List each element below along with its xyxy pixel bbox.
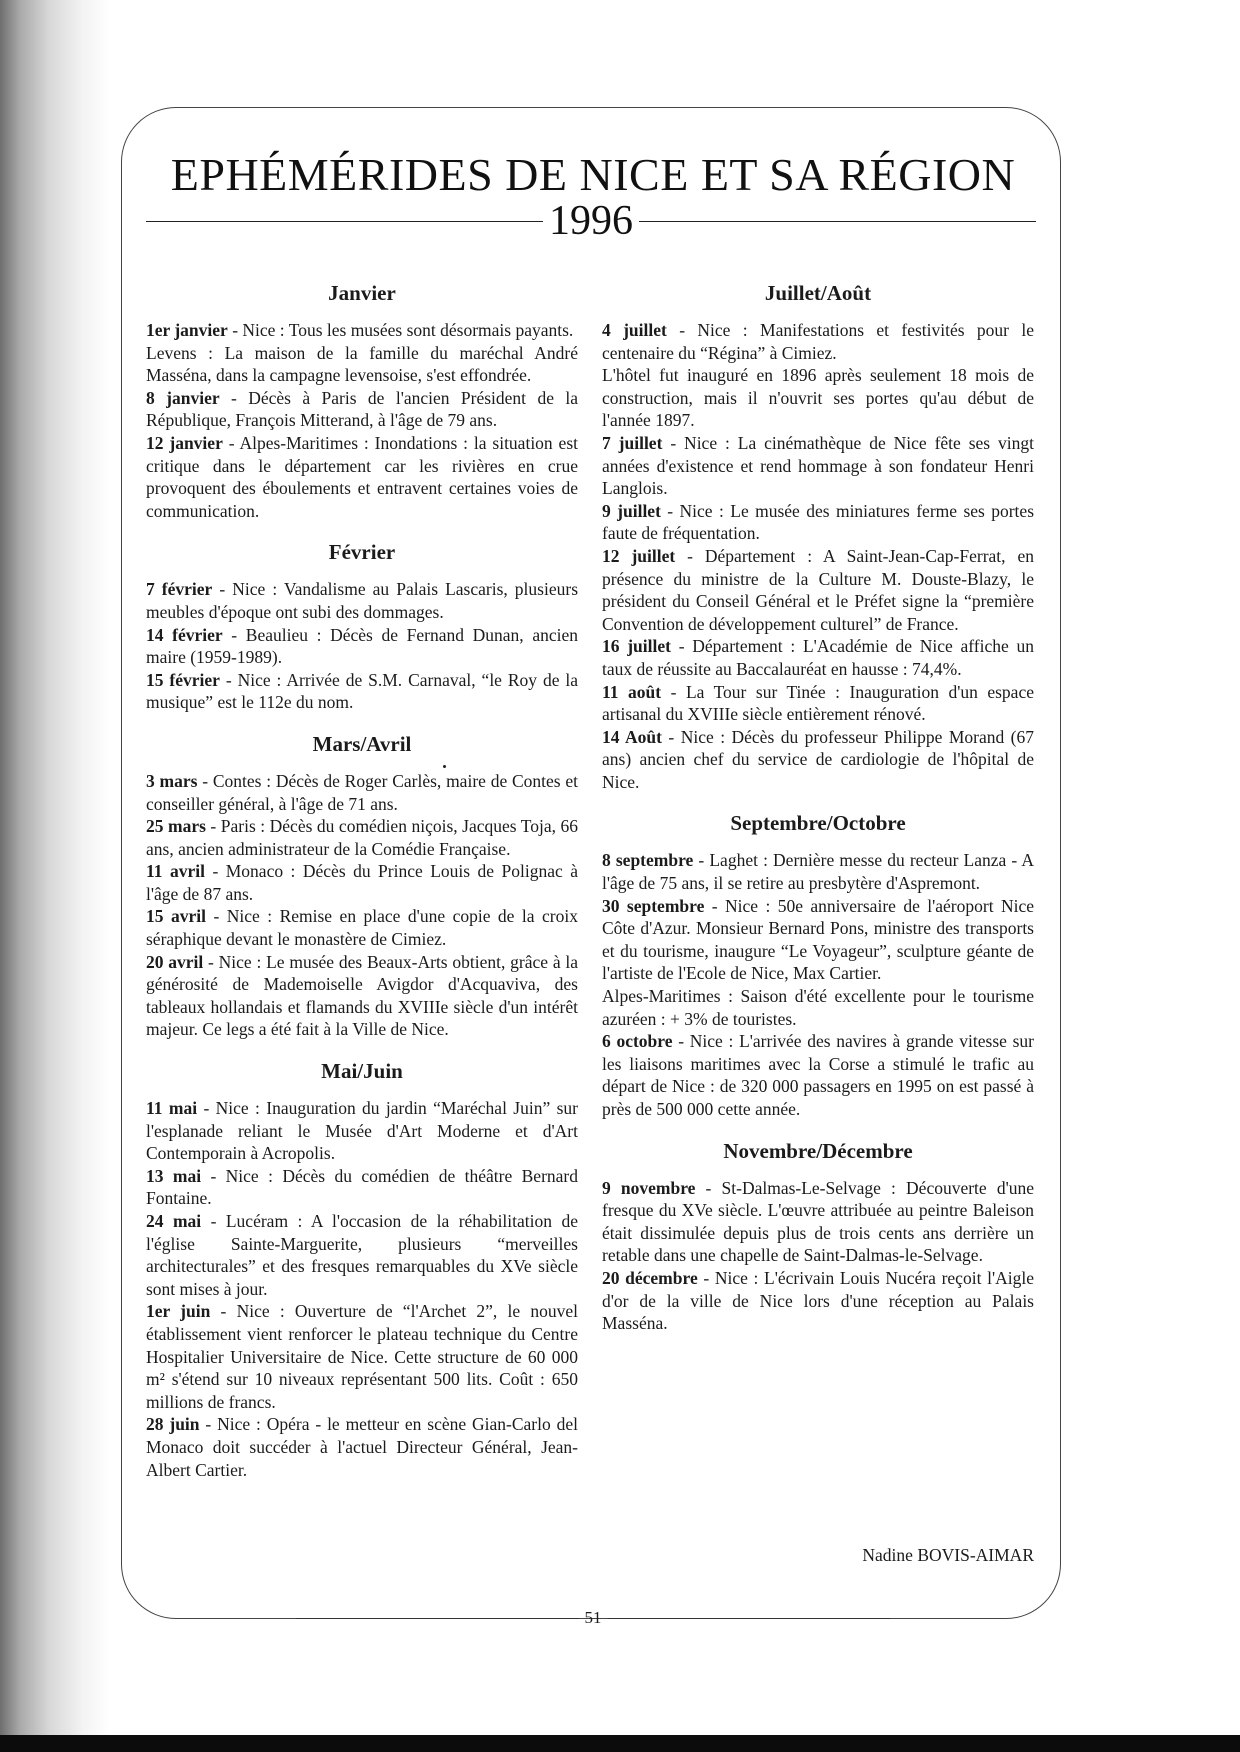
event-entry [602, 635, 1034, 680]
event-entry [146, 669, 578, 714]
month-section [602, 280, 1034, 793]
event-text: - Monaco : Décès du Prince Louis de Polignac à l'âge de 87 ans. [146, 861, 578, 904]
month-heading: Novembre/Décembre [723, 1138, 913, 1163]
event-text: - Laghet : Dernière messe du recteur Lanza - A l'âge de 75 ans, il se retire au presbytère d'Aspremont. [602, 850, 1035, 894]
event-date: 12 juillet [602, 545, 676, 566]
event-date: 16 juillet [602, 636, 671, 657]
event-date: 12 janvier [146, 432, 223, 453]
stray-dot [443, 765, 446, 768]
event-date: 1er juin [146, 1301, 211, 1322]
folio-rule-left [296, 1618, 579, 1619]
event-text: L'hôtel fut inauguré en 1896 après seulement 18 mois de construction, mais il n'ouvrit ses portes qu'au début de l'année 1897. [602, 365, 1034, 431]
event-text: - Nice : L'arrivée des navires à grande vitesse sur les liaisons maritimes avec la Corse a stimulé le trafic au départ de Nice : de 320 000 passagers en 1995 on est passé à près de 500 000 cette année. [602, 1031, 1034, 1119]
month-heading: Janvier [328, 281, 396, 305]
event-text: - Paris : Décès du comédien niçois, Jacques Toja, 66 ans, ancien administrateur de la Comédie Française. [146, 816, 578, 859]
author: Nadine BOVIS-AIMAR [862, 1545, 1034, 1565]
event-text: - Nice : Vandalisme au Palais Lascaris, plusieurs meubles d'époque ont subi des dommages. [146, 579, 578, 622]
event-entry [146, 1097, 578, 1165]
event-date: 9 juillet [602, 500, 661, 521]
event-entry [146, 1210, 578, 1300]
event-date: 3 mars [146, 770, 198, 791]
event-text: - Nice : Arrivée de S.M. Carnaval, “le Roy de la musique” est le 112e du nom. [146, 669, 579, 713]
event-text: - Nice : Inauguration du jardin “Maréchal Juin” sur l'esplanade reliant le Musée d'Art Moderne et d'Art Contemporain à Acropolis. [146, 1098, 578, 1164]
event-entry [602, 895, 1034, 985]
book-gutter-shadow [0, 0, 110, 1752]
scan-bottom-band [0, 1735, 1240, 1752]
event-date: 11 avril [146, 861, 205, 882]
event-text: - Contes : Décès de Roger Carlès, maire de Contes et conseiller général, à l'âge de 71 ans. [146, 770, 579, 814]
event-entry [146, 1300, 578, 1413]
event-text: - Nice : Manifestations et festivités pour le centenaire du “Régina” à Cimiez. [602, 320, 1034, 363]
event-entry [602, 545, 1034, 635]
event-entry [602, 1177, 1034, 1267]
event-entry [146, 770, 578, 815]
event-entry [146, 815, 578, 860]
event-date: 15 avril [146, 906, 206, 927]
event-entry [146, 342, 578, 387]
event-entry [602, 985, 1034, 1030]
event-text: - Nice : Remise en place d'une copie de la croix séraphique devant le monastère de Cimiez. [146, 906, 578, 950]
event-date: 9 novembre [602, 1177, 696, 1198]
event-date: 6 octobre [602, 1031, 673, 1052]
folio-rule-right [608, 1618, 891, 1619]
event-date: 24 mai [146, 1211, 202, 1231]
event-text: - Alpes-Maritimes : Inondations : la situation est critique dans le département car les rivières en crue provoquent des éboulements et entravent certaines voies de communication. [146, 432, 578, 521]
event-date: 30 septembre [602, 895, 705, 916]
year-banner [146, 196, 1036, 246]
event-entry [146, 578, 578, 623]
event-entry [602, 726, 1034, 794]
event-text: - Nice : 50e anniversaire de l'aéroport Nice Côte d'Azur. Monsieur Bernard Pons, ministre des transports et du tourisme, inaugure “Le Voyageur”, sculpture géante de l'artiste de l'Ecole de Nice, Max Cartier. [602, 895, 1035, 984]
event-text: - Nice : Décès du professeur Philippe Morand (67 ans) ancien chef du service de cardiologie de l'hôpital de Nice. [602, 726, 1035, 792]
event-entry [146, 387, 578, 432]
event-text: - Nice : Opéra - le metteur en scène Gian-Carlo del Monaco doit succéder à l'actuel Directeur Général, Jean-Albert Cartier. [146, 1414, 578, 1480]
event-date: 28 juin [146, 1414, 200, 1435]
event-entry [602, 849, 1034, 894]
event-text: Levens : La maison de la famille du maréchal André Masséna, dans la campagne levensoise, s'est effondrée. [146, 342, 578, 386]
event-text: - Département : A Saint-Jean-Cap-Ferrat, en présence du ministre de la Culture M. Douste-Blazy, le président du Conseil Général et le Préfet signe la “première Convention de développement culturel” de France. [602, 545, 1034, 634]
event-text: Alpes-Maritimes : Saison d'été excellente pour le tourisme azuréen : + 3% de touristes. [602, 986, 1034, 1029]
event-text: - Décès à Paris de l'ancien Président de la République, François Mitterand, à l'âge de 79 ans. [146, 387, 578, 431]
month-section [146, 539, 578, 714]
left-column [146, 280, 578, 1498]
event-entry [146, 1165, 578, 1210]
event-text: - Nice : La cinémathèque de Nice fête ses vingt années d'existence et rend hommage à son fondateur Henri Langlois. [602, 432, 1034, 499]
month-section [146, 280, 578, 522]
year-rule-right [639, 221, 1036, 222]
page-number: 51 [584, 1608, 602, 1627]
folio [296, 1608, 890, 1628]
event-date: 4 juillet [602, 320, 667, 340]
month-section [146, 731, 578, 1041]
event-entry [146, 905, 578, 950]
month-heading: Juillet/Août [764, 281, 872, 305]
event-entry [146, 319, 578, 342]
event-date: 11 mai [146, 1098, 198, 1119]
event-text: - Beaulieu : Décès de Fernand Dunan, ancien maire (1959-1989). [146, 624, 578, 668]
event-entry [146, 624, 578, 669]
event-entry [602, 681, 1034, 726]
month-heading: Mars/Avril [312, 731, 412, 756]
page-title: EPHÉMÉRIDES DE NICE ET SA RÉGION [170, 149, 1016, 200]
month-heading: Février [328, 540, 396, 565]
month-section [602, 810, 1034, 1120]
event-date: 7 février [146, 579, 213, 600]
event-entry [146, 432, 578, 522]
event-date: 1er janvier [146, 320, 228, 340]
event-entry [146, 860, 578, 905]
event-date: 7 juillet [602, 432, 663, 453]
event-entry [602, 500, 1034, 545]
event-entry [146, 1413, 578, 1481]
event-date: 15 février [146, 669, 220, 690]
month-heading: Mai/Juin [321, 1059, 403, 1084]
event-text: - Département : L'Académie de Nice affiche un taux de réussite au Baccalauréat en hausse : 74,4%. [602, 636, 1034, 679]
event-date: 14 février [146, 624, 223, 645]
event-text: - St-Dalmas-Le-Selvage : Découverte d'une fresque du XVe siècle. L'œuvre attribuée au peintre Baleison était dissimulée depuis plus de trois cents ans derrière un retable dans une chapelle de Saint-Dalmas-le-Selvage. [602, 1177, 1034, 1266]
event-entry [602, 364, 1034, 432]
event-text: - Nice : Tous les musées sont désormais payants. [227, 320, 574, 340]
month-section [602, 1138, 1034, 1335]
event-date: 25 mars [146, 816, 206, 837]
event-entry [602, 319, 1034, 364]
event-text: - Nice : Décès du comédien de théâtre Bernard Fontaine. [146, 1165, 578, 1209]
event-date: 20 décembre [602, 1267, 698, 1288]
year-rule-left [146, 221, 543, 222]
event-text: - La Tour sur Tinée : Inauguration d'un espace artisanal du XVIIIe siècle entièrement rénové. [602, 681, 1034, 725]
event-entry [602, 1267, 1034, 1335]
event-date: 8 septembre [602, 850, 694, 871]
event-text: - Lucéram : A l'occasion de la réhabilitation de l'église Sainte-Marguerite, plusieurs “merveilles architecturales” et des fresques remarquables du XVe siècle sont mises à jour. [146, 1211, 578, 1299]
right-column [602, 280, 1034, 1352]
year: 1996 [549, 198, 633, 244]
event-date: 8 janvier [146, 387, 220, 408]
event-entry [146, 951, 578, 1041]
month-heading: Septembre/Octobre [730, 811, 906, 836]
event-date: 13 mai [146, 1165, 202, 1186]
month-section [146, 1058, 578, 1481]
event-date: 11 août [602, 681, 662, 702]
event-date: 20 avril [146, 951, 204, 972]
event-text: - Nice : L'écrivain Louis Nucéra reçoit l'Aigle d'or de la ville de Nice lors d'une réception au Palais Masséna. [602, 1267, 1034, 1334]
event-text: - Nice : Ouverture de “l'Archet 2”, le nouvel établissement vient renforcer le plateau technique du Centre Hospitalier Universitaire de Nice. Cette structure de 60 000 m² s'étend sur 10 niveaux représentant 500 lits. Coût : 650 millions de francs. [146, 1301, 578, 1412]
event-entry [602, 432, 1034, 500]
event-text: - Nice : Le musée des miniatures ferme ses portes faute de fréquentation. [602, 500, 1034, 544]
event-date: 14 Août [602, 726, 662, 747]
event-entry [602, 1030, 1034, 1120]
event-text: - Nice : Le musée des Beaux-Arts obtient, grâce à la générosité de Mademoiselle Avigdor d'Acquaviva, des tableaux hollandais et flamands du XVIIIe siècle d'un intérêt majeur. Ce legs a été fait à la Ville de Nice. [146, 951, 578, 1040]
